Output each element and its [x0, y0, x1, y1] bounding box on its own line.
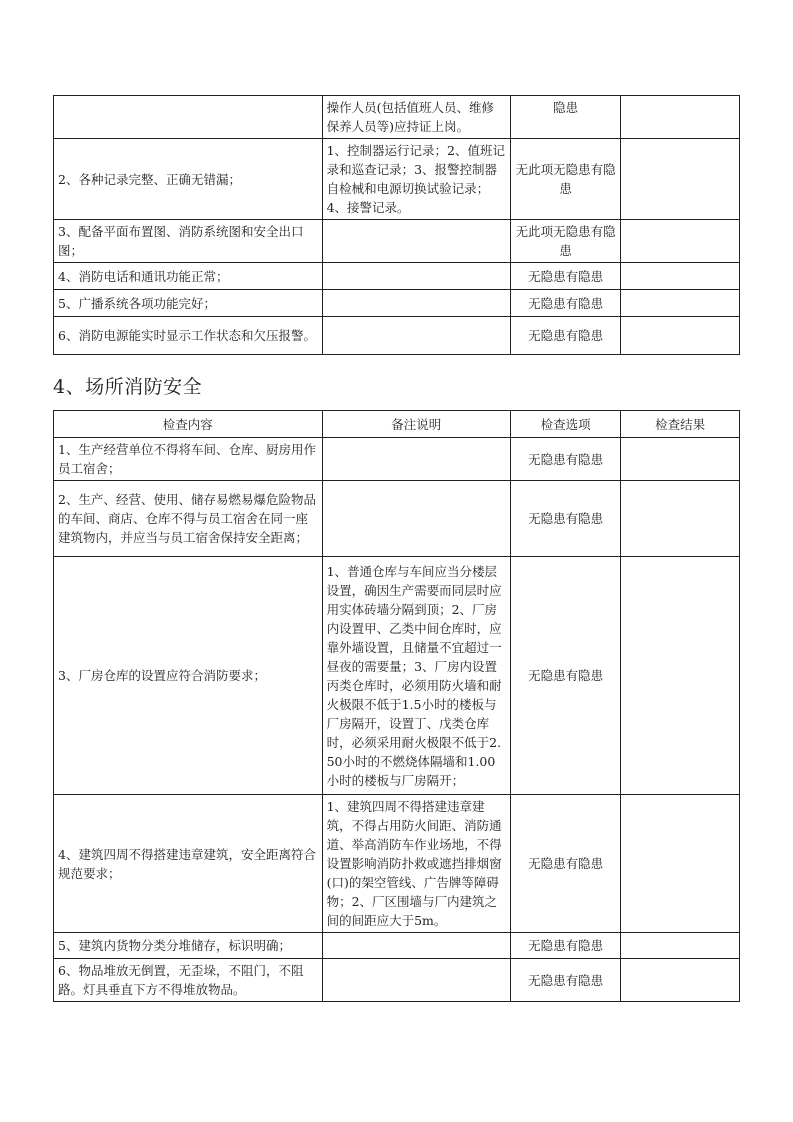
check-content-cell: 5、广播系统各项功能完好；	[54, 290, 323, 317]
check-result-cell[interactable]	[621, 263, 740, 290]
check-option-cell[interactable]: 无隐患有隐患	[510, 933, 620, 959]
check-content-cell: 5、建筑内货物分类分堆储存，标识明确；	[54, 933, 323, 959]
check-result-cell[interactable]	[621, 795, 740, 933]
table-row	[54, 96, 740, 139]
equipment-check-table	[53, 95, 740, 355]
check-option-cell[interactable]: 无此项无隐患有隐患	[510, 220, 620, 263]
check-option-cell[interactable]: 无隐患有隐患	[510, 795, 620, 933]
check-option-cell[interactable]: 无此项无隐患有隐患	[510, 139, 620, 220]
check-content-cell: 4、消防电话和通讯功能正常；	[54, 263, 323, 290]
check-content-cell: 1、生产经营单位不得将车间、仓库、厨房用作员工宿舍；	[54, 438, 323, 481]
remark-cell: 1、建筑四周不得搭建违章建筑，不得占用防火间距、消防通道、举高消防车作业场地，不得设置影响消防扑救或遮挡排烟窗(口)的架空管线、广告牌等障碍物；2、厂区围墙与厂内建筑之间的间距应大于5m。	[322, 795, 510, 933]
header-check-option: 检查选项	[510, 411, 620, 438]
table-row	[54, 481, 740, 557]
check-result-cell[interactable]	[621, 481, 740, 557]
table-row	[54, 795, 740, 933]
check-result-cell[interactable]	[621, 933, 740, 959]
check-content-cell: 2、各种记录完整、正确无错漏；	[54, 139, 323, 220]
check-option-cell[interactable]: 无隐患有隐患	[510, 959, 620, 1002]
check-content-cell: 2、生产、经营、使用、储存易燃易爆危险物品的车间、商店、仓库不得与员工宿舍在同一座建筑物内，并应当与员工宿舍保持安全距离；	[54, 481, 323, 557]
section-title: 4、场所消防安全	[53, 376, 203, 398]
table-row	[54, 139, 740, 220]
check-content-cell: 3、配备平面布置图、消防系统图和安全出口图；	[54, 220, 323, 263]
check-result-cell[interactable]	[621, 317, 740, 355]
table-row	[54, 317, 740, 355]
table-row	[54, 959, 740, 1002]
check-content-cell: 6、消防电源能实时显示工作状态和欠压报警。	[54, 317, 323, 355]
header-check-result: 检查结果	[621, 411, 740, 438]
table-row	[54, 933, 740, 959]
table-row	[54, 220, 740, 263]
check-content-cell	[54, 96, 323, 139]
check-option-cell[interactable]: 无隐患有隐患	[510, 438, 620, 481]
check-result-cell[interactable]	[621, 96, 740, 139]
table-row	[54, 290, 740, 317]
check-result-cell[interactable]	[621, 959, 740, 1002]
remark-cell	[322, 317, 510, 355]
check-result-cell[interactable]	[621, 220, 740, 263]
check-result-cell[interactable]	[621, 438, 740, 481]
check-content-cell: 4、建筑四周不得搭建违章建筑，安全距离符合规范要求；	[54, 795, 323, 933]
table-row	[54, 557, 740, 795]
remark-cell: 1、普通仓库与车间应当分楼层设置，确因生产需要而同层时应用实体砖墙分隔到顶；2、厂房内设置甲、乙类中间仓库时，应靠外墙设置，且储量不宜超过一昼夜的需要量；3、厂房内设置丙类仓库时，必须用防火墙和耐火极限不低于1.5小时的楼板与厂房隔开，设置丁、戊类仓库时，必须采用耐火极限不低于2.50小时的不燃烧体隔墙和1.00小时的楼板与厂房隔开；	[322, 557, 510, 795]
remark-cell	[322, 220, 510, 263]
remark-cell	[322, 263, 510, 290]
remark-cell	[322, 438, 510, 481]
remark-cell	[322, 959, 510, 1002]
check-option-cell[interactable]: 无隐患有隐患	[510, 481, 620, 557]
remark-cell: 1、控制器运行记录；2、值班记录和巡查记录；3、报警控制器自检械和电源切换试验记录；4、接警记录。	[322, 139, 510, 220]
remark-cell	[322, 481, 510, 557]
header-remark: 备注说明	[322, 411, 510, 438]
site-fire-safety-table	[53, 410, 740, 1002]
check-option-cell[interactable]: 无隐患有隐患	[510, 557, 620, 795]
remark-cell	[322, 933, 510, 959]
header-check-content: 检查内容	[54, 411, 323, 438]
check-content-cell: 3、厂房仓库的设置应符合消防要求；	[54, 557, 323, 795]
check-option-cell[interactable]: 无隐患有隐患	[510, 317, 620, 355]
check-result-cell[interactable]	[621, 290, 740, 317]
table-row	[54, 438, 740, 481]
table-row	[54, 263, 740, 290]
check-option-cell[interactable]: 无隐患有隐患	[510, 263, 620, 290]
check-result-cell[interactable]	[621, 139, 740, 220]
remark-cell	[322, 290, 510, 317]
remark-cell: 操作人员(包括值班人员、维修保养人员等)应持证上岗。	[322, 96, 510, 139]
table-header-row	[54, 411, 740, 438]
check-result-cell[interactable]	[621, 557, 740, 795]
check-option-cell[interactable]: 隐患	[510, 96, 620, 139]
check-option-cell[interactable]: 无隐患有隐患	[510, 290, 620, 317]
check-content-cell: 6、物品堆放无倒置，无歪垛，不阻门，不阻路。灯具垂直下方不得堆放物品。	[54, 959, 323, 1002]
